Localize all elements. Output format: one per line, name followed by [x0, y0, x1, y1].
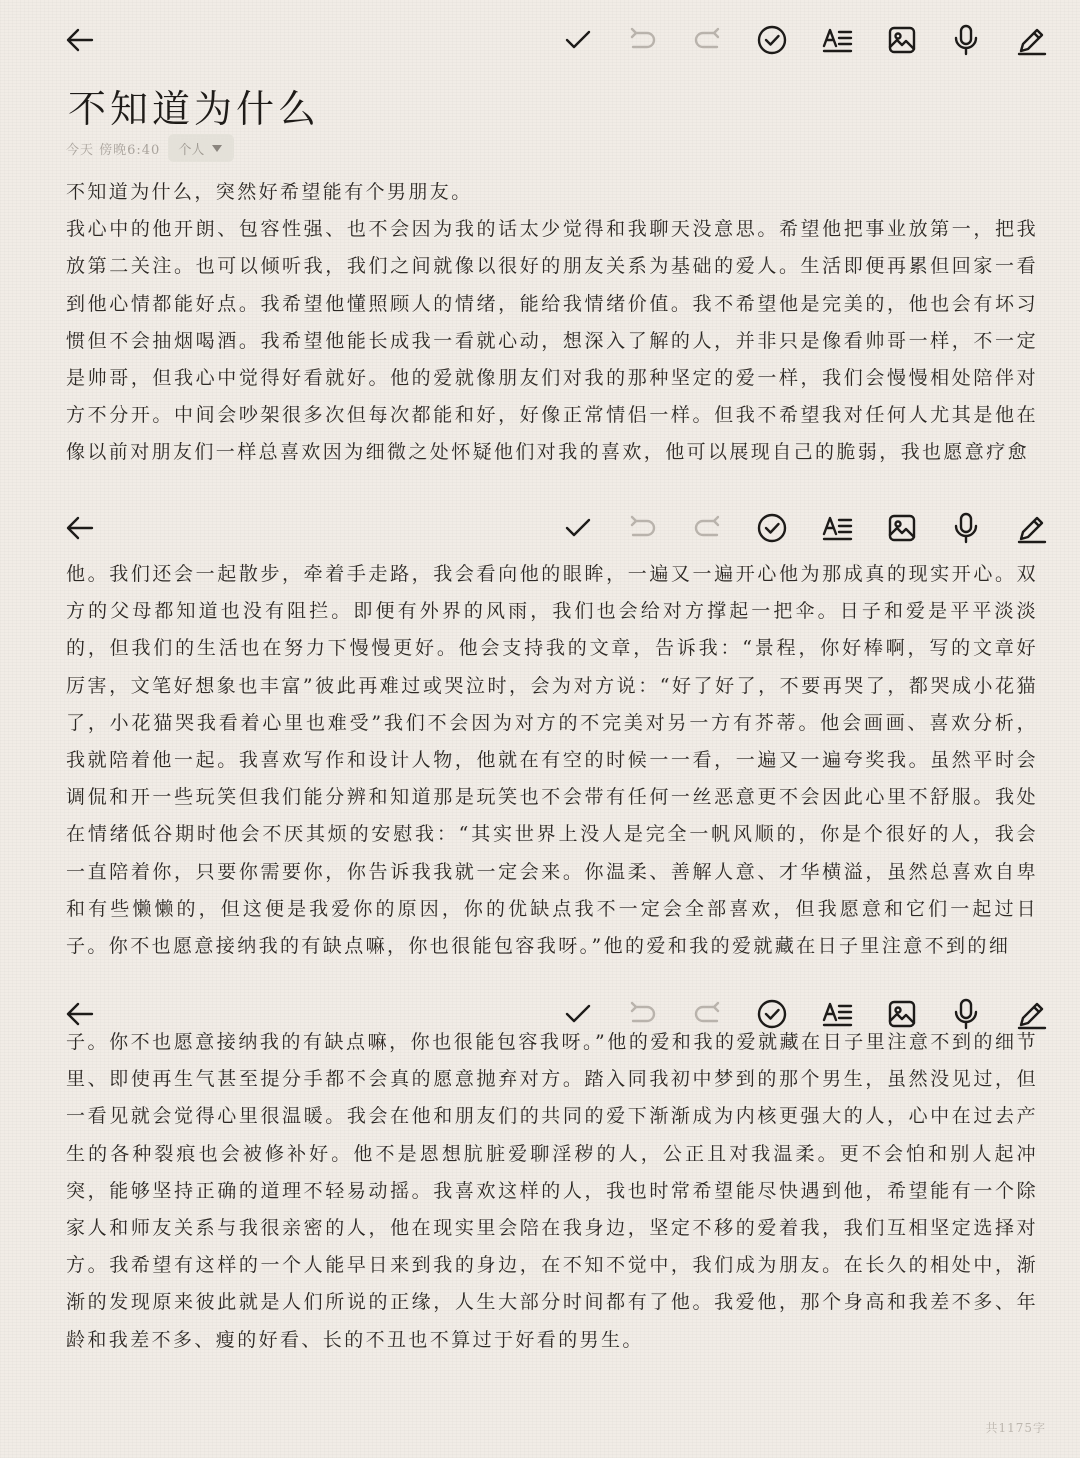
note-meta — [66, 134, 234, 162]
checklist-icon[interactable] — [748, 504, 796, 552]
back-arrow-icon[interactable] — [56, 504, 104, 552]
chevron-down-icon — [212, 145, 222, 152]
note-title[interactable]: 不知道为什么 — [68, 87, 321, 131]
redo-icon[interactable] — [684, 16, 732, 64]
text-format-icon[interactable] — [813, 504, 861, 552]
note-toolbar — [0, 16, 1080, 64]
image-icon[interactable] — [878, 16, 926, 64]
microphone-icon[interactable] — [942, 504, 990, 552]
pen-icon[interactable] — [1008, 16, 1056, 64]
undo-icon[interactable] — [618, 16, 666, 64]
check-icon[interactable] — [554, 504, 602, 552]
note-body[interactable]: 子。你不也愿意接纳我的有缺点嘛，你也很能包容我呀。”他的爱和我的爱就藏在日子里注意不到的细节里、即使再生气甚至提分手都不会真的愿意抛弃对方。踏入同我初中梦到的那个男生，虽然没见过，但一看见就会觉得心里很温暖。我会在他和朋友们的共同的爱下渐渐成为内核更强大的人，心中在过去产生的各种裂痕也会被修补好。他不是恩想肮脏爱聊淫秽的人，公正且对我温柔。更不会怕和别人起冲突，能够坚持正确的道理不轻易动摇。我喜欢这样的人，我也时常希望能尽快遇到他，希望能有一个除家人和师友关系与我很亲密的人，他在现实里会陪在我身边，坚定不移的爱着我，我们互相坚定选择对方。我希望有这样的一个人能早日来到我的身边，在不知不觉中，我们成为朋友。在长久的相处中，渐渐的发现原来彼此就是人们所说的正缘，人生大部分时间都有了他。我爱他，那个身高和我差不多、年龄和我差不多、瘦的好看、长的不丑也不算过于好看的男生。 — [66, 1031, 1038, 1351]
note-panel-middle — [0, 488, 1080, 972]
check-icon[interactable] — [554, 16, 602, 64]
image-icon[interactable] — [878, 504, 926, 552]
checklist-icon[interactable] — [748, 16, 796, 64]
note-panel-top — [0, 0, 1080, 486]
note-toolbar — [0, 504, 1080, 552]
back-arrow-icon[interactable] — [56, 16, 104, 64]
folder-selector[interactable] — [168, 134, 234, 162]
note-timestamp: 今天 傍晚6:40 — [66, 142, 161, 158]
word-count: 共1175字 — [985, 1421, 1046, 1435]
note-panel-bottom — [0, 974, 1080, 1458]
text-format-icon[interactable] — [813, 16, 861, 64]
redo-icon[interactable] — [684, 504, 732, 552]
microphone-icon[interactable] — [942, 16, 990, 64]
note-body[interactable]: 他。我们还会一起散步，牵着手走路，我会看向他的眼眸，一遍又一遍开心他为那成真的现实开心。双方的父母都知道也没有阻拦。即便有外界的风雨，我们也会给对方撑起一把伞。日子和爱是平平淡淡的，但我们的生活也在努力下慢慢更好。他会支持我的文章，告诉我：“景程，你好棒啊，写的文章好厉害，文笔好想象也丰富”彼此再难过或哭泣时，会为对方说：“好了好了，不要再哭了，都哭成小花猫了，小花猫哭我看着心里也难受”我们不会因为对方的不完美对另一方有芥蒂。他会画画、喜欢分析，我就陪着他一起。我喜欢写作和设计人物，他就在有空的时候一一看，一遍又一遍夸奖我。虽然平时会调侃和开一些玩笑但我们能分辨和知道那是玩笑也不会带有任何一丝恶意更不会因此心里不舒服。我处在情绪低谷期时他会不厌其烦的安慰我：“其实世界上没人是完全一帆风顺的，你是个很好的人，我会一直陪着你，只要你需要你，你告诉我我就一定会来。你温柔、善解人意、才华横溢，虽然总喜欢自卑和有些懒懒的，但这便是我爱你的原因，你的优缺点我不一定会全部喜欢，但我愿意和它们一起过日子。你不也愿意接纳我的有缺点嘛，你也很能包容我呀。”他的爱和我的爱就藏在日子里注意不到的细 — [66, 563, 1038, 958]
note-body[interactable]: 不知道为什么，突然好希望能有个男朋友。 我心中的他开朗、包容性强、也不会因为我的话太少觉得和我聊天没意思。希望他把事业放第一，把我放第二关注。也可以倾听我，我们之间就像以很好的朋友关系为基础的爱人。生活即便再累但回家一看到他心情都能好点。我希望他懂照顾人的情绪，能给我情绪价值。我不希望他是完美的，他也会有坏习惯但不会抽烟喝酒。我希望他能长成我一看就心动，想深入了解的人，并非只是像看帅哥一样，不一定是帅哥，但我心中觉得好看就好。他的爱就像朋友们对我的那种坚定的爱一样，我们会慢慢相处陪伴对方不分开。中间会吵架很多次但每次都能和好，好像正常情侣一样。但我不希望我对任何人尤其是他在像以前对朋友们一样总喜欢因为细微之处怀疑他们对我的喜欢，他可以展现自己的脆弱，我也愿意疗愈 — [66, 181, 1038, 464]
undo-icon[interactable] — [618, 504, 666, 552]
pen-icon[interactable] — [1008, 504, 1056, 552]
folder-label: 个人 — [178, 142, 205, 158]
